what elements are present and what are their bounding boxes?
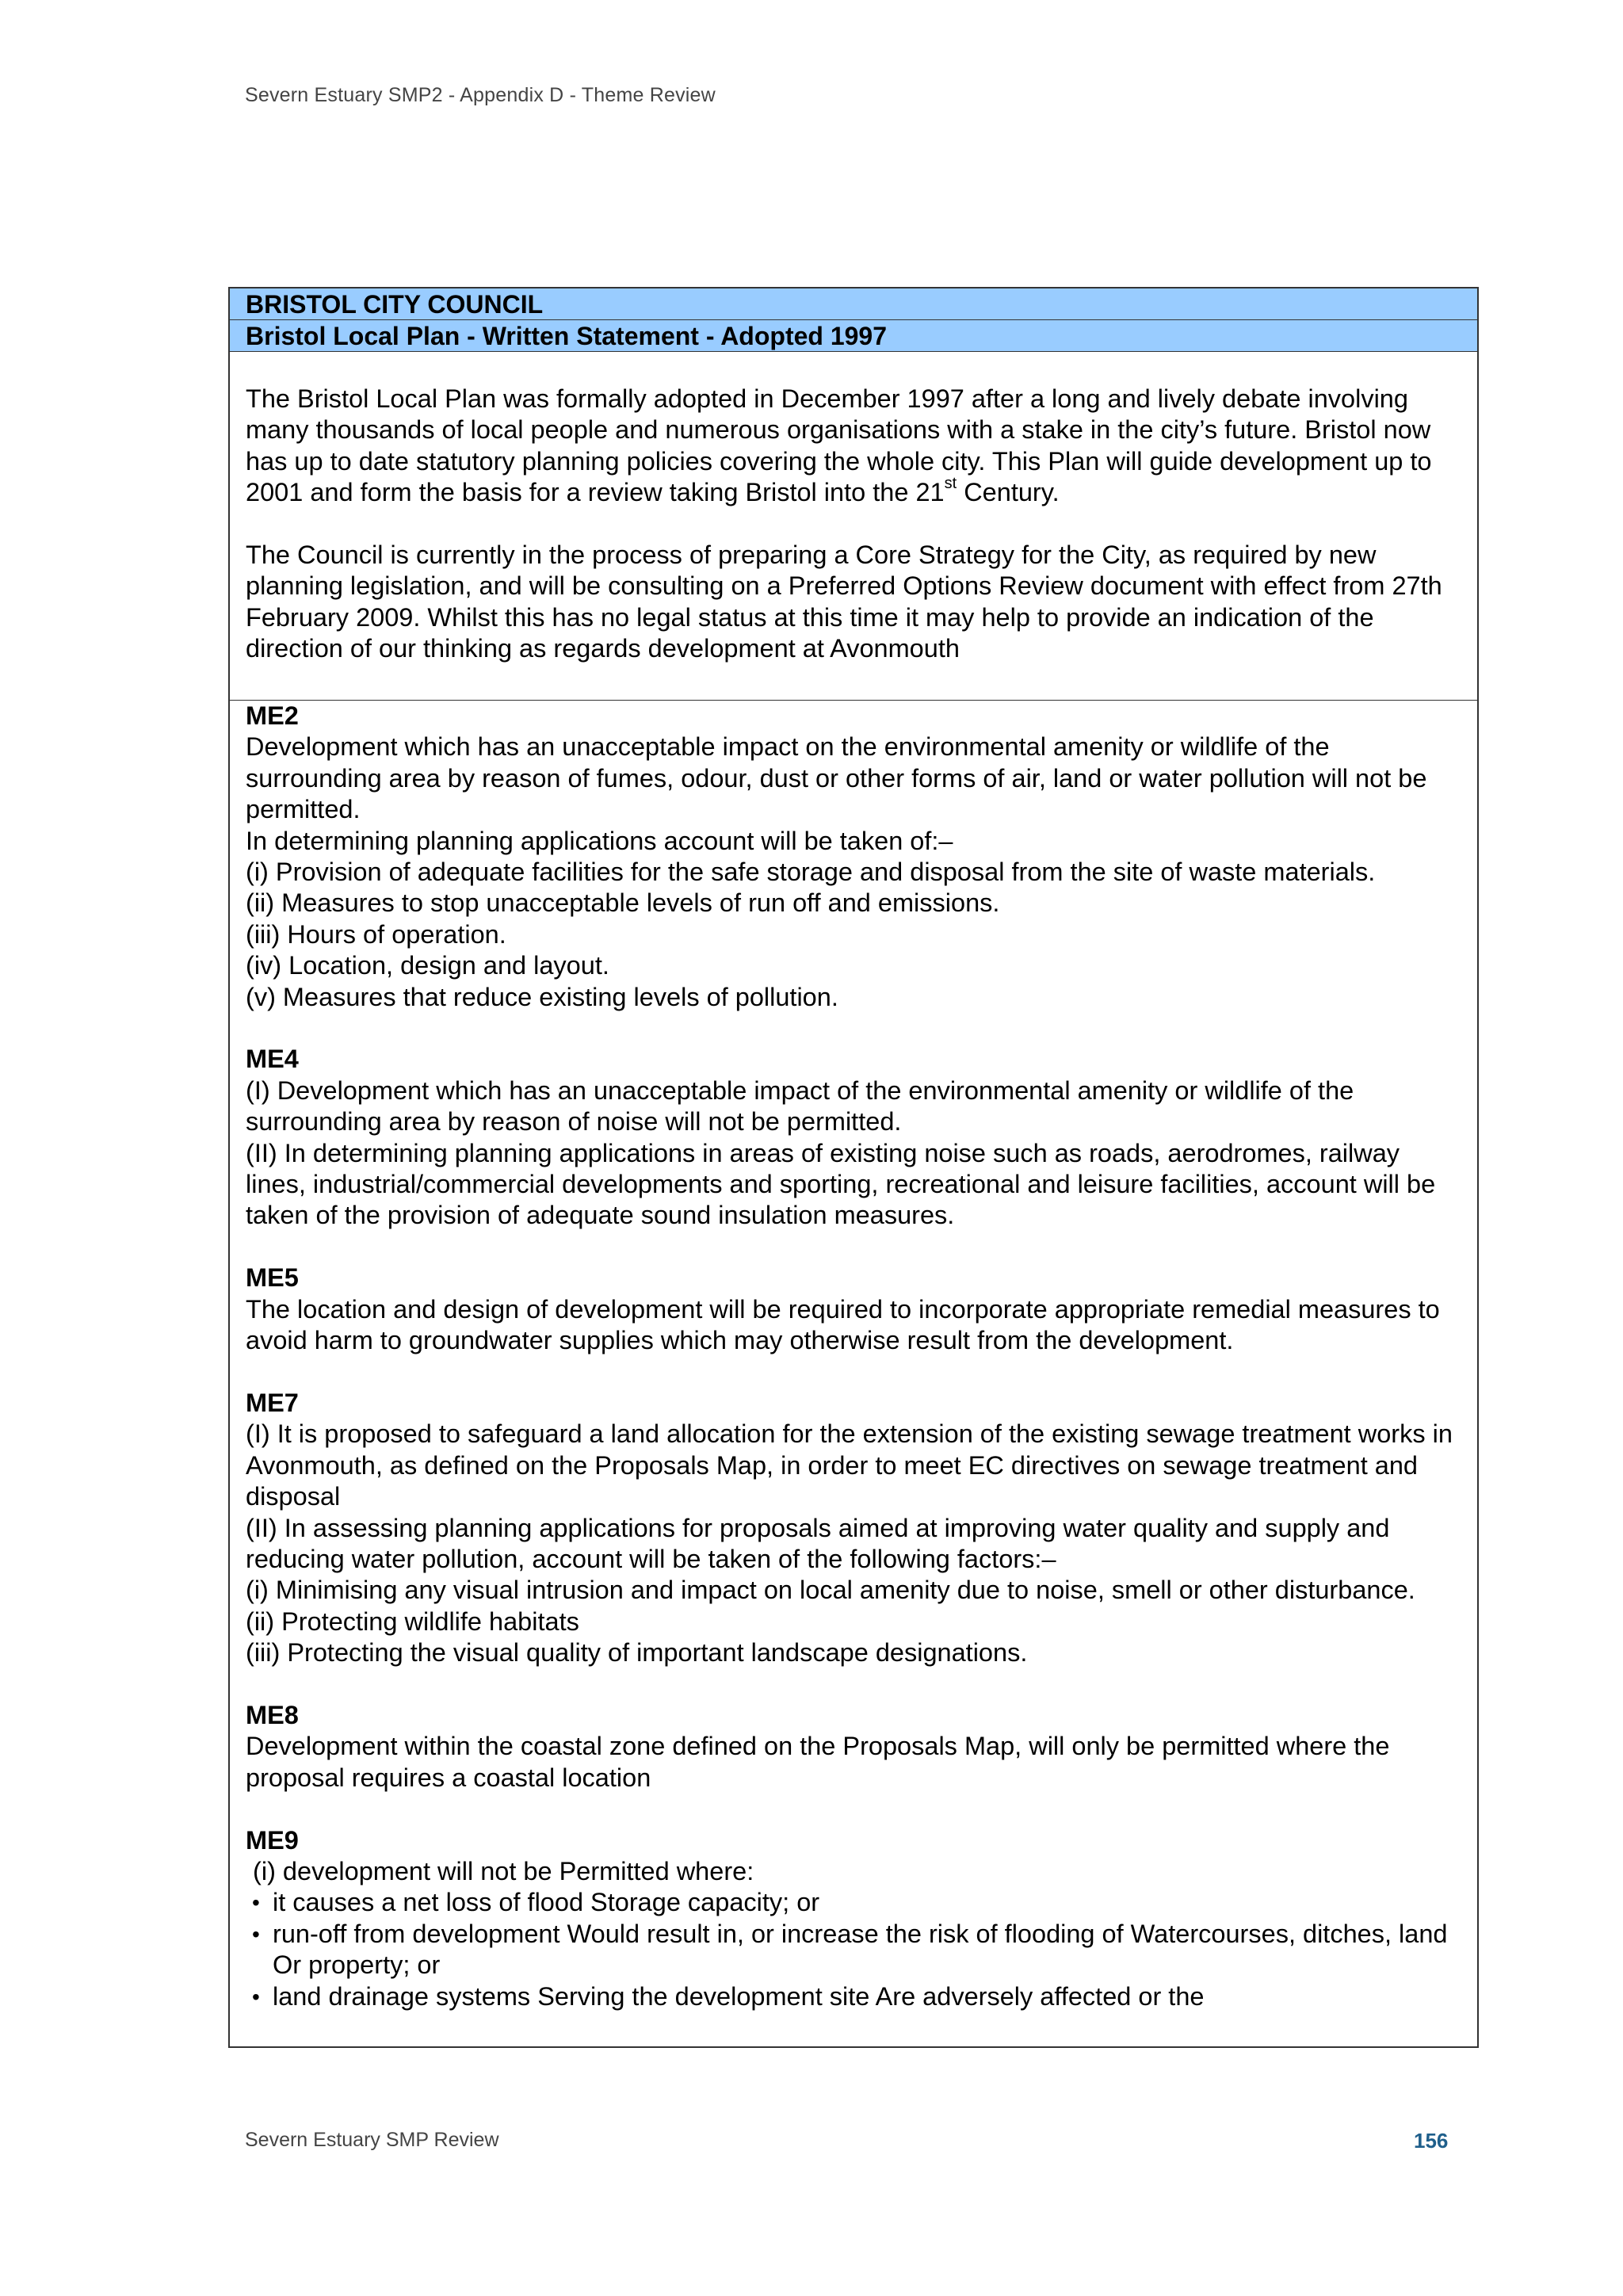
table-header-plan-title: Bristol Local Plan - Written Statement - Adopted 1997	[230, 320, 1477, 352]
policies-cell	[230, 701, 1477, 2012]
me2-item-v: (v) Measures that reduce existing levels of pollution.	[246, 982, 838, 1011]
intro-paragraph-1	[246, 384, 1463, 509]
me2-item-iv: (iv) Location, design and layout.	[246, 951, 609, 980]
intro-p1-superscript: st	[944, 475, 957, 493]
me7-item-ii: (ii) Protecting wildlife habitats	[246, 1606, 579, 1636]
policy-code-me7: ME7	[246, 1388, 299, 1417]
policy-code-me4: ME4	[246, 1045, 299, 1074]
policy-code-me9: ME9	[246, 1825, 299, 1855]
me5-text: The location and design of development will be required to incorporate appropriate remedial measures to avoid harm to groundwater supplies which may otherwise result from the development.	[246, 1294, 1440, 1355]
policy-table	[228, 287, 1479, 2048]
intro-paragraph-2: The Council is currently in the process of preparing a Core Strategy for the City, as required by new planning legislation, and will be consulting on a Preferred Options Review document with effect from 27th February 2009. Whilst this has no legal status at this time it may help to provide an indication of the direction of our thinking as regards development at Avonmouth	[246, 541, 1442, 663]
me7-item-II: (II) In assessing planning applications for proposals aimed at improving water quality and supply and reducing water pollution, account will be taken of the following factors:–	[246, 1513, 1390, 1573]
me2-item-i: (i) Provision of adequate facilities for the safe storage and disposal from the site of waste materials.	[246, 858, 1376, 887]
me2-determining: In determining planning applications account will be taken of:–	[246, 826, 953, 855]
intro-cell	[230, 352, 1477, 701]
policy-code-me5: ME5	[246, 1263, 299, 1293]
me2-item-iii: (iii) Hours of operation.	[246, 919, 506, 949]
list-item: • run-off from development Would result in, or increase the risk of flooding of Watercourses, ditches, land Or property; or	[273, 1919, 1463, 1981]
page-number: 156	[1414, 2129, 1449, 2153]
me4-item-II: (II) In determining planning applications in areas of existing noise such as roads, aerodromes, railway lines, industrial/commercial developments and sporting, recreational and leisure facilities, account will be taken of the provision of adequate sound insulation measures.	[246, 1138, 1436, 1230]
list-item: • land drainage systems Serving the development site Are adversely affected or the	[273, 1981, 1463, 2012]
footer-doc-title: Severn Estuary SMP Review	[245, 2129, 499, 2151]
me8-text: Development within the coastal zone defined on the Proposals Map, will only be permitted where the proposal requires a coastal location	[246, 1732, 1390, 1792]
intro-p1-text: The Bristol Local Plan was formally adopted in December 1997 after a long and lively debate involving many thousands of local people and numerous organisations with a stake in the city’s future. Bristol now has up to date statutory planning policies covering the whole city. This Plan will guide development up to 2001 and form the basis for a review taking Bristol into the 21	[246, 384, 1432, 507]
me7-item-iii: (iii) Protecting the visual quality of important landscape designations.	[246, 1638, 1028, 1668]
list-item: • it causes a net loss of flood Storage capacity; or	[273, 1887, 1463, 1918]
me2-text: Development which has an unacceptable impact on the environmental amenity or wildlife of the surrounding area by reason of fumes, odour, dust or other forms of air, land or water pollution will not be permitted.	[246, 732, 1427, 824]
me7-item-i: (i) Minimising any visual intrusion and impact on local amenity due to noise, smell or other disturbance.	[246, 1576, 1415, 1605]
table-header-organisation: BRISTOL CITY COUNCIL	[230, 288, 1477, 320]
me7-item-I: (I) It is proposed to safeguard a land allocation for the extension of the existing sewage treatment works in Avonmouth, as defined on the Proposals Map, in order to meet EC directives on sewage treatment and disposal	[246, 1419, 1453, 1511]
running-header: Severn Estuary SMP2 - Appendix D - Theme Review	[245, 84, 716, 106]
me4-item-I: (I) Development which has an unacceptable impact of the environmental amenity or wildlife of the surrounding area by reason of noise will not be permitted.	[246, 1075, 1354, 1137]
me9-bullet-list	[246, 1887, 1463, 2012]
me9-item-i: (i) development will not be Permitted where:	[246, 1856, 754, 1885]
me2-item-ii: (ii) Measures to stop unacceptable levels of run off and emissions.	[246, 888, 1000, 918]
policy-code-me8: ME8	[246, 1700, 299, 1729]
intro-p1-tail: Century.	[957, 478, 1060, 507]
policy-code-me2: ME2	[246, 701, 299, 730]
